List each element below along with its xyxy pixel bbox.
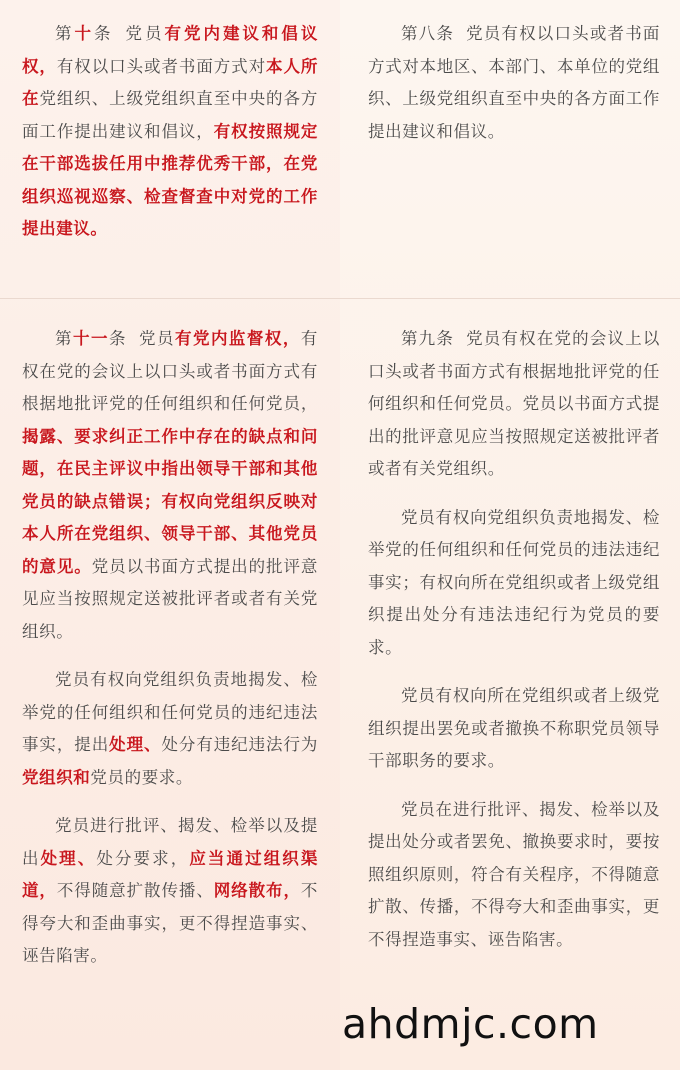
article-10-block (22, 18, 318, 246)
article-11-block (22, 323, 318, 973)
article-8-label: 第八条 (401, 24, 455, 43)
article-8-block (368, 18, 660, 148)
watermark: ahdmjc.com (342, 1000, 599, 1048)
article-11-paragraph-2: 党员有权向党组织负责地揭发、检举党的任何组织和任何党员的违纪违法事实，提出处理、处分有违纪违法行为党组织和党员的要求。 (22, 670, 318, 787)
section-divider (0, 298, 680, 299)
article-9-paragraph-4: 党员在进行批评、揭发、检举以及提出处分或者罢免、撤换要求时，要按照组织原则，符合有关程序，不得随意扩散、传播，不得夸大和歪曲事实，更不得捏造事实、诬告陷害。 (368, 799, 660, 949)
article-11-label: 第十一条 (55, 329, 127, 348)
article-9-block (368, 323, 660, 956)
article-10-paragraph: 第十条 党员有党内建议和倡议权，有权以口头或者书面方式对本人所在党组织、上级党组织直至中央的各方面工作提出建议和倡议，有权按照规定在干部选拔任用中推荐优秀干部，在党组织巡视巡察、检查督查中对党的工作提出建议。 (22, 24, 319, 238)
article-10-label: 第十条 (55, 24, 114, 43)
article-8-paragraph: 第八条 党员有权以口头或者书面方式对本地区、本部门、本单位的党组织、上级党组织直至中央的各方面工作提出建议和倡议。 (368, 24, 660, 141)
article-11-paragraph-3: 党员进行批评、揭发、检举以及提出处理、处分要求，应当通过组织渠道，不得随意扩散传播、网络散布，不得夸大和歪曲事实，更不得捏造事实、诬告陷害。 (22, 816, 319, 965)
article-11-paragraph-1: 第十一条 党员有党内监督权，有权在党的会议上以口头或者书面方式有根据地批评党的任何组织和任何党员，揭露、要求纠正工作中存在的缺点和问题，在民主评议中指出领导干部和其他党员的缺点错误；有权向党组织反映对本人所在党组织、领导干部、其他党员的意见。党员以书面方式提出的批评意见应当按照规定送被批评者或者有关党组织。 (22, 329, 319, 641)
article-9-paragraph-1: 第九条 党员有权在党的会议上以口头或者书面方式有根据地批评党的任何组织和任何党员。党员以书面方式提出的批评意见应当按照规定送被批评者或者有关党组织。 (368, 329, 660, 478)
article-9-paragraph-3: 党员有权向所在党组织或者上级党组织提出罢免或者撤换不称职党员领导干部职务的要求。 (368, 686, 660, 770)
article-9-paragraph-2: 党员有权向党组织负责地揭发、检举党的任何组织和任何党员的违法违纪事实；有权向所在党组织或者上级党组织提出处分有违法违纪行为党员的要求。 (368, 507, 660, 657)
article-9-label: 第九条 (401, 329, 455, 348)
